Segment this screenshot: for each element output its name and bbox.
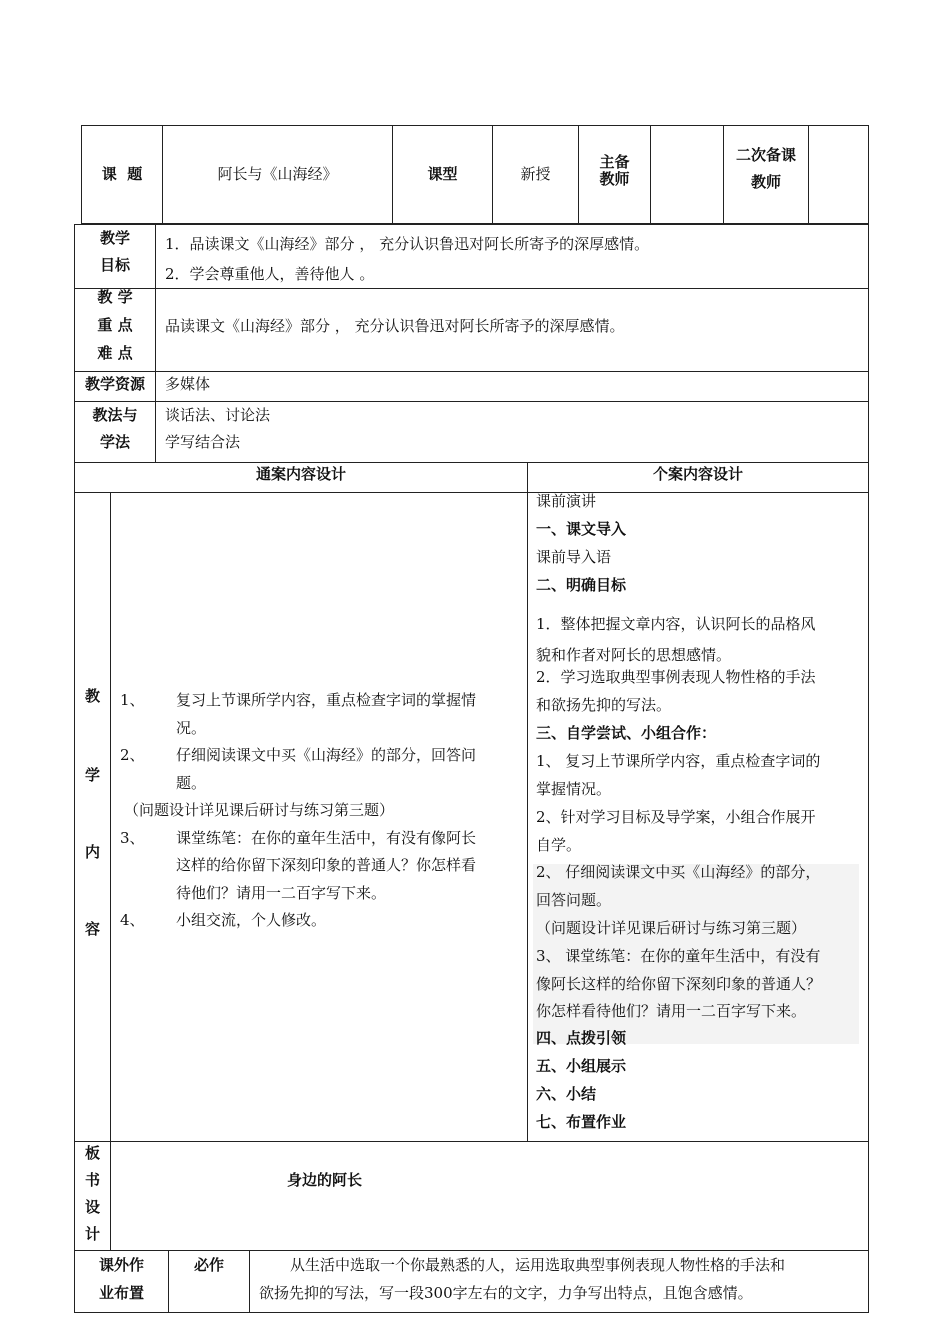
common-step-line: 课堂练笔：在你的童年生活中，有没有像阿长	[176, 828, 477, 847]
case-line: 2、针对学习目标及导学案，小组合作展开	[536, 808, 816, 826]
common-step-line: 况。	[176, 718, 207, 737]
common-step-line: 这样的给你留下深刻印象的普通人？你怎样看	[176, 856, 477, 874]
common-step-number: 2、	[120, 746, 145, 764]
case-line: 自学。	[536, 836, 582, 854]
second-teacher-label-1: 二次备课	[735, 146, 796, 164]
homework-label-2: 业布置	[98, 1284, 144, 1302]
common-step-line: 题。	[176, 773, 207, 792]
methods-learning: 学写结合法	[165, 433, 241, 451]
case-line: 貌和作者对阿长的思想感情。	[536, 646, 732, 664]
common-step-line: 复习上节课所学内容，重点检查字词的掌握情	[176, 691, 477, 709]
case-section-heading: 七、布置作业	[536, 1113, 627, 1131]
methods-label-2: 学法	[99, 433, 130, 451]
objective-item-2: 2．学会尊重他人，善待他人 。	[165, 265, 375, 283]
content-side-label: 学	[84, 766, 100, 784]
homework-label-1: 课外作	[98, 1256, 144, 1274]
keypoints-label-3: 难 点	[97, 344, 133, 362]
board-title: 身边的阿长	[287, 1171, 363, 1189]
main-teacher-label-2: 教师	[599, 170, 630, 188]
case-section-heading: 一、课文导入	[536, 520, 627, 538]
methods-label-1: 教法与	[92, 406, 138, 424]
methods-teaching: 谈话法、讨论法	[165, 406, 271, 424]
resources-text: 多媒体	[165, 375, 211, 393]
homework-line-2: 欲扬先抑的写法，写一段300字左右的文字，力争写出特点，且饱含感情。	[259, 1284, 753, 1302]
case-section-heading: 三、自学尝试、小组合作：	[536, 724, 717, 742]
objectives-label-2: 目标	[99, 256, 130, 274]
case-line: 2、 仔细阅读课文中买《山海经》的部分，	[536, 863, 821, 881]
common-step-number: 1、	[120, 691, 145, 709]
common-step-number: 4、	[120, 911, 145, 929]
content-side-label: 教	[84, 687, 100, 705]
case-section-heading: 六、小结	[536, 1085, 597, 1103]
case-line: 1、 复习上节课所学内容，重点检查字词的	[536, 752, 821, 770]
board-side-label: 计	[84, 1225, 100, 1243]
homework-required-label: 必作	[193, 1256, 224, 1274]
case-line: 3、 课堂练笔：在你的童年生活中，有没有	[536, 947, 821, 965]
case-line: 掌握情况。	[536, 780, 612, 798]
case-line: 和欲扬先抑的写法。	[536, 696, 672, 714]
type-value: 新授	[520, 165, 551, 183]
common-step-line: 小组交流，个人修改。	[176, 911, 327, 929]
objective-item-1: 1．品读课文《山海经》部分 ， 充分认识鲁迅对阿长所寄予的深厚感情。	[165, 235, 650, 253]
type-label: 课型	[427, 165, 458, 183]
second-teacher-label-2: 教师	[750, 173, 781, 191]
board-side-label: 设	[84, 1198, 100, 1216]
case-section-heading: 四、点拨引领	[536, 1029, 627, 1047]
topic-value: 阿长与《山海经》	[217, 165, 338, 183]
content-side-label: 内	[84, 843, 100, 861]
keypoints-text: 品读课文《山海经》部分 ， 充分认识鲁迅对阿长所寄予的深厚感情。	[165, 317, 625, 335]
case-line: 2．学习选取典型事例表现人物性格的手法	[536, 668, 816, 686]
case-line: 像阿长这样的给你留下深刻印象的普通人？	[536, 975, 822, 993]
common-design-title: 通案内容设计	[255, 465, 346, 483]
board-side-label: 板	[84, 1144, 100, 1162]
common-step-line: （问题设计详见课后研讨与练习第三题）	[124, 801, 395, 819]
common-step-line: 待他们？请用一二百字写下来。	[176, 883, 387, 902]
case-line: （问题设计详见课后研讨与练习第三题）	[536, 919, 807, 937]
homework-line-1: 从生活中选取一个你最熟悉的人，运用选取典型事例表现人物性格的手法和	[290, 1256, 786, 1274]
case-line: 课前导入语	[536, 548, 612, 566]
common-step-line: 仔细阅读课文中买《山海经》的部分，回答问	[176, 746, 477, 764]
case-line: 你怎样看待他们？请用一二百字写下来。	[536, 1002, 807, 1020]
case-section-heading: 二、明确目标	[536, 576, 627, 594]
content-side-label: 容	[84, 920, 100, 938]
case-design-title: 个案内容设计	[652, 465, 743, 483]
main-teacher-label-1: 主备	[599, 153, 630, 171]
keypoints-label-1: 教 学	[97, 288, 133, 306]
case-section-heading: 五、小组展示	[536, 1057, 627, 1075]
board-side-label: 书	[84, 1171, 100, 1189]
topic-label: 课 题	[101, 165, 143, 183]
resources-label: 教学资源	[84, 375, 145, 393]
keypoints-label-2: 重 点	[97, 316, 133, 334]
case-line: 回答问题。	[536, 891, 612, 909]
common-step-number: 3、	[120, 828, 145, 847]
objectives-label-1: 教学	[99, 229, 130, 247]
case-line: 1．整体把握文章内容，认识阿长的品格风	[536, 615, 816, 633]
case-line: 课前演讲	[536, 492, 597, 510]
